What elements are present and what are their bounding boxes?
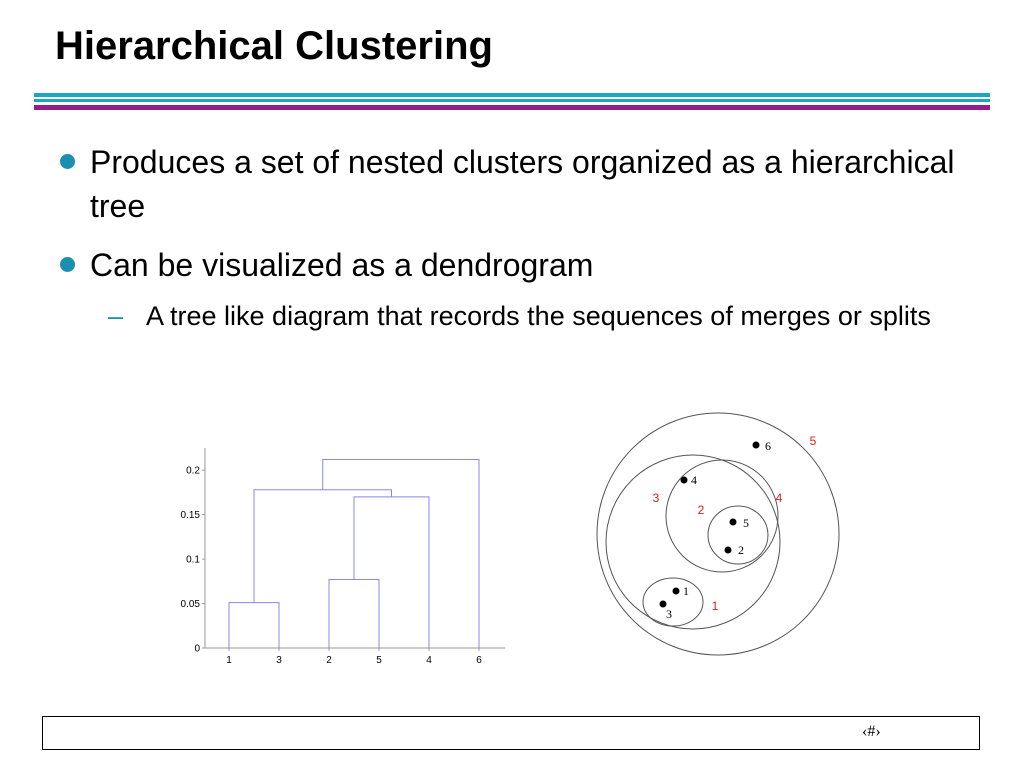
x-tick-label: 3 xyxy=(276,655,282,666)
sub-bullet-dash: – xyxy=(108,301,124,331)
bullet-dot-icon xyxy=(60,154,75,169)
cluster-5-outline xyxy=(597,413,839,655)
point-5-label: 5 xyxy=(743,516,749,530)
title-rule-top xyxy=(34,93,990,97)
x-tick-label: 6 xyxy=(476,655,482,666)
point-6-label: 6 xyxy=(765,439,771,453)
point-1-dot xyxy=(673,588,680,595)
bullet-dot-icon xyxy=(60,257,75,272)
dendrogram-link xyxy=(229,603,279,648)
cluster-label-5: 5 xyxy=(809,434,817,448)
x-tick-label: 2 xyxy=(326,655,332,666)
y-tick-label: 0 xyxy=(194,643,200,655)
dendrogram-link xyxy=(354,497,429,648)
cluster-label-1: 1 xyxy=(711,599,719,613)
dendrogram-link xyxy=(254,490,392,603)
nested-cluster-diagram xyxy=(590,405,850,675)
cluster-label-2: 2 xyxy=(697,503,705,517)
point-4-label: 4 xyxy=(691,473,697,487)
dendrogram-link xyxy=(323,460,479,648)
title-rule-middle xyxy=(34,99,990,102)
bullet-item xyxy=(58,140,988,228)
title-rule-bottom xyxy=(34,105,990,110)
bullet-list xyxy=(58,140,988,334)
footer-box xyxy=(42,716,980,750)
point-6-dot xyxy=(753,442,760,449)
x-tick-label: 1 xyxy=(226,655,232,666)
sub-bullet-text: A tree like diagram that records the sequences of merges or splits xyxy=(146,301,931,331)
bullet-item xyxy=(58,243,988,287)
point-1-label: 1 xyxy=(683,584,689,598)
y-tick-label: 0.2 xyxy=(186,465,200,477)
point-2-dot xyxy=(725,547,732,554)
x-tick-label: 4 xyxy=(426,655,432,666)
cluster-label-4: 4 xyxy=(775,491,783,505)
sub-bullet-item xyxy=(58,298,988,334)
point-5-dot xyxy=(730,519,737,526)
y-tick-label: 0.05 xyxy=(180,599,200,611)
point-4-dot xyxy=(681,477,688,484)
bullet-text: Can be visualized as a dendrogram xyxy=(90,247,594,283)
cluster-label-3: 3 xyxy=(652,491,660,505)
bullet-text: Produces a set of nested clusters organized as a hierarchical tree xyxy=(90,144,955,224)
point-2-label: 2 xyxy=(738,543,744,557)
dendrogram-link xyxy=(329,580,379,648)
slide-title: Hierarchical Clustering xyxy=(55,24,493,68)
x-tick-label: 5 xyxy=(376,655,382,666)
y-tick-label: 0.15 xyxy=(180,510,200,522)
dendrogram-chart xyxy=(160,440,520,670)
y-tick-label: 0.1 xyxy=(186,554,200,566)
cluster-1-outline xyxy=(643,578,703,626)
slide-number: ‹#› xyxy=(862,723,881,740)
point-3-label: 3 xyxy=(666,607,672,621)
